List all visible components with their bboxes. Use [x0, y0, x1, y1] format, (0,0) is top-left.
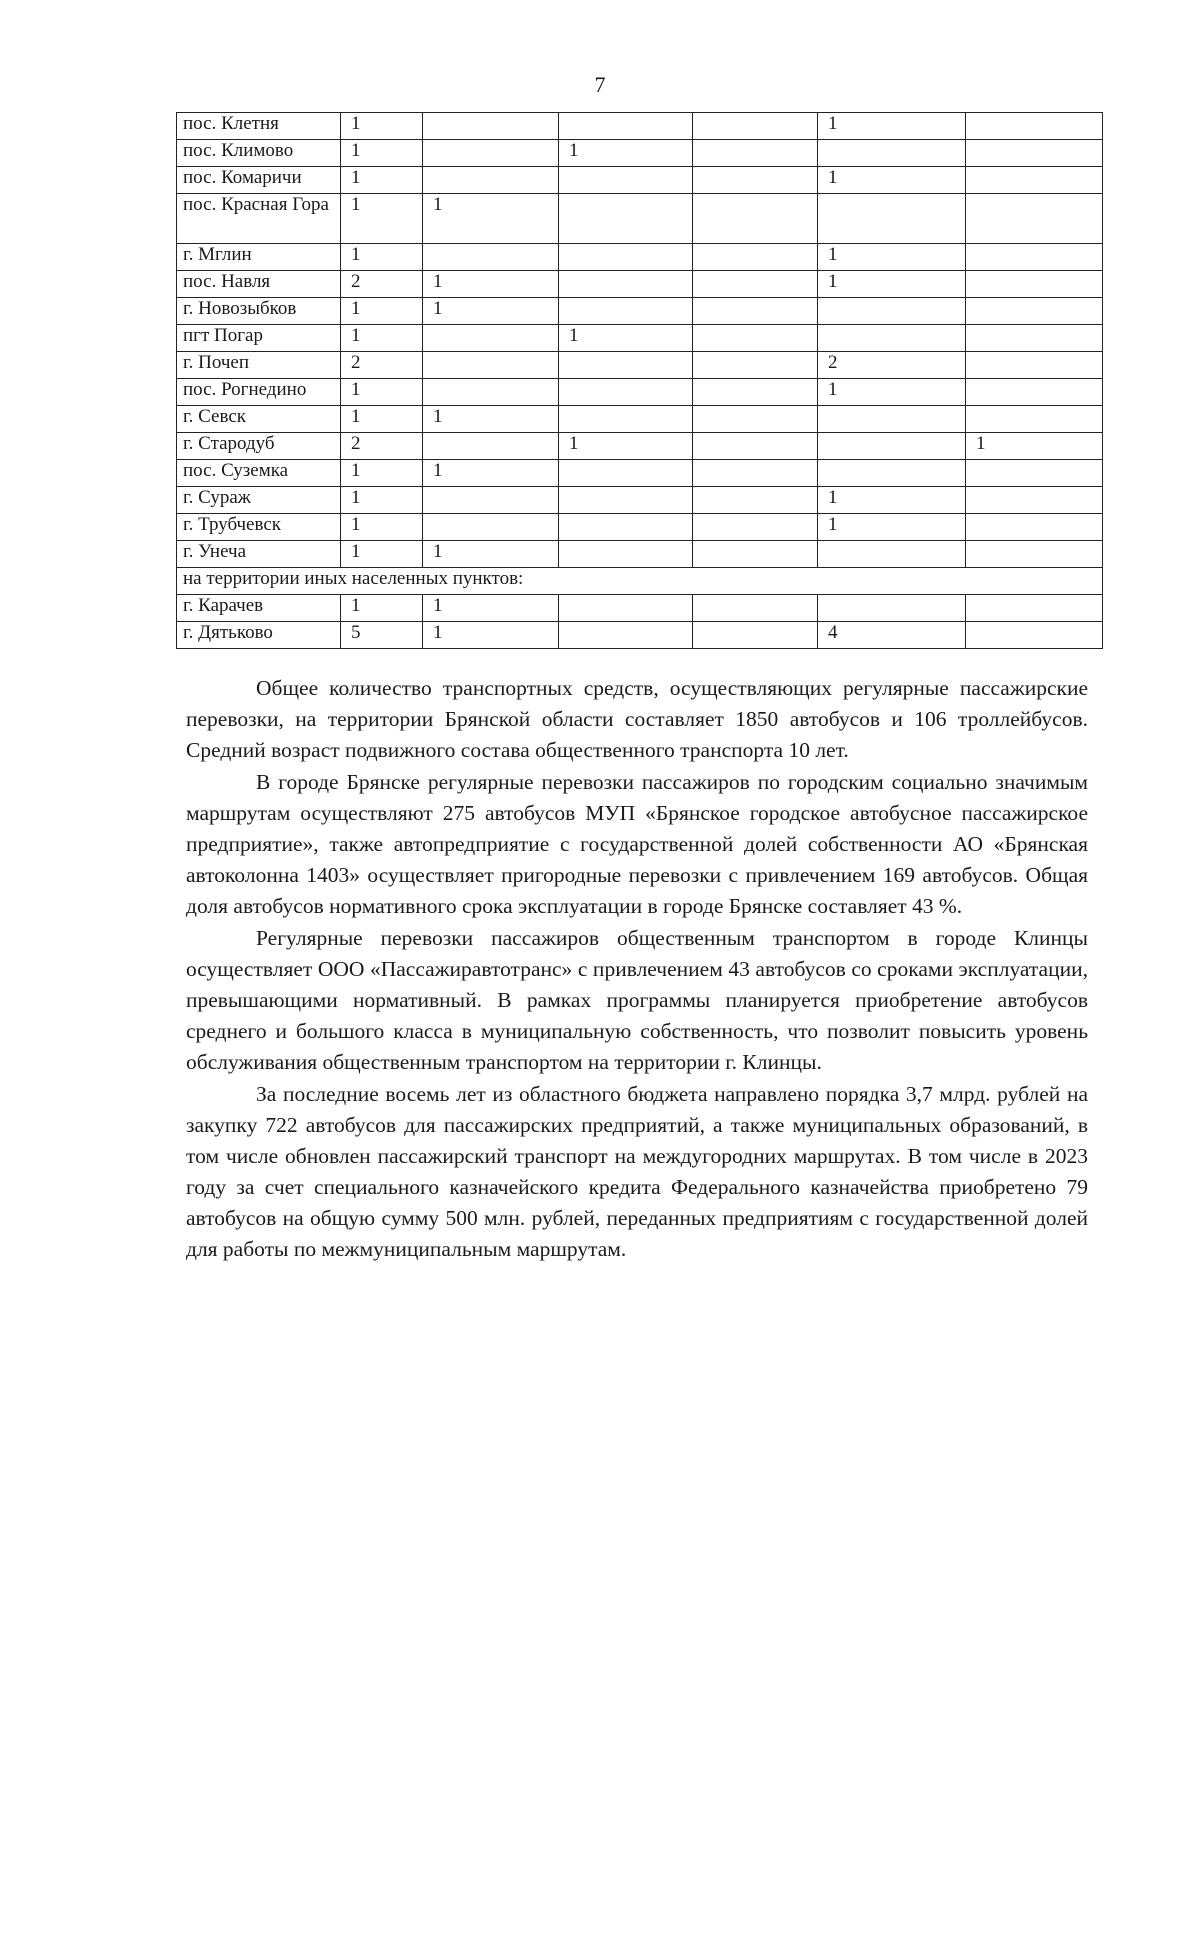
- table-cell: [693, 460, 818, 487]
- table-cell: 1: [423, 298, 559, 325]
- table-cell: 2: [818, 352, 966, 379]
- table-cell: [966, 325, 1103, 352]
- table-cell: [423, 514, 559, 541]
- table-cell: [693, 194, 818, 244]
- row-name: пос. Суземка: [177, 460, 341, 487]
- transport-table: [176, 112, 1103, 649]
- row-name: пос. Красная Гора: [177, 194, 341, 244]
- table-row: [177, 298, 1103, 325]
- table-cell: [693, 433, 818, 460]
- table-cell: [693, 514, 818, 541]
- table-row: [177, 352, 1103, 379]
- table-row: [177, 622, 1103, 649]
- table-cell: 1: [341, 113, 423, 140]
- table-row: [177, 541, 1103, 568]
- table-cell: [423, 167, 559, 194]
- table-cell: [559, 460, 693, 487]
- table-cell: [818, 460, 966, 487]
- table-row: [177, 194, 1103, 244]
- table-cell: 1: [818, 113, 966, 140]
- table-cell: 1: [341, 298, 423, 325]
- table-cell: [818, 406, 966, 433]
- table-cell: [966, 379, 1103, 406]
- table-row: [177, 113, 1103, 140]
- table-cell: 1: [341, 167, 423, 194]
- row-name: г. Стародуб: [177, 433, 341, 460]
- table-row: [177, 595, 1103, 622]
- row-name: г. Сураж: [177, 487, 341, 514]
- table-cell: 1: [341, 140, 423, 167]
- table-row: [177, 460, 1103, 487]
- row-name: г. Карачев: [177, 595, 341, 622]
- table-cell: [559, 487, 693, 514]
- table-row: [177, 487, 1103, 514]
- table-cell: 1: [423, 406, 559, 433]
- table-cell: 1: [559, 325, 693, 352]
- table-cell: [423, 140, 559, 167]
- row-name: пос. Рогнедино: [177, 379, 341, 406]
- table-cell: 1: [341, 541, 423, 568]
- table-cell: 5: [341, 622, 423, 649]
- table-section: [177, 568, 1103, 595]
- table-cell: [818, 433, 966, 460]
- table-cell: [559, 514, 693, 541]
- row-name: пос. Клетня: [177, 113, 341, 140]
- table-cell: [966, 460, 1103, 487]
- table-cell: [818, 541, 966, 568]
- table-row: [177, 406, 1103, 433]
- table-cell: [966, 595, 1103, 622]
- table-row: [177, 167, 1103, 194]
- table-cell: [818, 595, 966, 622]
- table-cell: 1: [423, 622, 559, 649]
- table-cell: [559, 113, 693, 140]
- table-cell: [693, 140, 818, 167]
- table-cell: 1: [559, 433, 693, 460]
- table-cell: 1: [423, 460, 559, 487]
- table-cell: [559, 352, 693, 379]
- table-cell: 1: [341, 514, 423, 541]
- table-cell: [966, 352, 1103, 379]
- page-number: 7: [594, 72, 606, 97]
- table-cell: [559, 622, 693, 649]
- row-name: г. Трубчевск: [177, 514, 341, 541]
- table-cell: [693, 298, 818, 325]
- table-row: [177, 433, 1103, 460]
- table-row: [177, 271, 1103, 298]
- table-cell: 1: [341, 325, 423, 352]
- table-cell: [693, 541, 818, 568]
- table-cell: [966, 622, 1103, 649]
- table-cell: [559, 406, 693, 433]
- table-cell: 4: [818, 622, 966, 649]
- table-cell: [693, 244, 818, 271]
- table-cell: 1: [423, 194, 559, 244]
- table-cell: 1: [818, 271, 966, 298]
- row-name: г. Почеп: [177, 352, 341, 379]
- table-cell: [423, 433, 559, 460]
- table-cell: [559, 298, 693, 325]
- paragraph: За последние восемь лет из областного бюджета направлено порядка 3,7 млрд. рублей на закупку 722 автобусов для пассажирских предприятий, а также муниципальных образований, в том числе обновлен пассажирский транспорт на междугородних маршрутах. В том числе в 2023 году за счет специального казначейского кредита Федерального казначейства приобретено 79 автобусов на общую сумму 500 млн. рублей, переданных предприятиям с государственной долей для работы по межмуниципальным маршрутам.: [186, 1082, 1088, 1261]
- table-cell: [966, 541, 1103, 568]
- table-cell: 1: [818, 514, 966, 541]
- table-cell: [423, 113, 559, 140]
- table-row: [177, 244, 1103, 271]
- table-cell: 1: [341, 244, 423, 271]
- table-cell: 1: [423, 271, 559, 298]
- table-cell: 1: [341, 379, 423, 406]
- row-name: пос. Климово: [177, 140, 341, 167]
- table-cell: 2: [341, 433, 423, 460]
- table-row: [177, 325, 1103, 352]
- row-name: пос. Комаричи: [177, 167, 341, 194]
- body-text: [186, 673, 1088, 1265]
- table-cell: 1: [423, 595, 559, 622]
- table-cell: [818, 194, 966, 244]
- table-cell: [966, 167, 1103, 194]
- table-cell: [559, 244, 693, 271]
- table-cell: [693, 167, 818, 194]
- table-cell: [559, 541, 693, 568]
- table-cell: [818, 140, 966, 167]
- table-body-main: [177, 113, 1103, 568]
- table-cell: [423, 325, 559, 352]
- table-cell: 1: [423, 541, 559, 568]
- table-cell: [693, 487, 818, 514]
- table-cell: [966, 487, 1103, 514]
- table-cell: 1: [559, 140, 693, 167]
- table-cell: [693, 622, 818, 649]
- table-cell: 1: [818, 379, 966, 406]
- table-cell: [559, 167, 693, 194]
- table-cell: [423, 244, 559, 271]
- row-name: г. Мглин: [177, 244, 341, 271]
- table-row: [177, 379, 1103, 406]
- table-cell: [693, 352, 818, 379]
- table-cell: [966, 113, 1103, 140]
- table-cell: [559, 595, 693, 622]
- table-cell: [559, 379, 693, 406]
- table-cell: 1: [818, 244, 966, 271]
- table-cell: [693, 379, 818, 406]
- row-name: пгт Погар: [177, 325, 341, 352]
- row-name: г. Новозыбков: [177, 298, 341, 325]
- table-cell: [818, 325, 966, 352]
- paragraph: В городе Брянске регулярные перевозки пассажиров по городским социально значимым маршрутам осуществляют 275 автобусов МУП «Брянское городское автобусное пассажирское предприятие», также автопредприятие с государственной долей собственности АО «Брянская автоколонна 1403» осуществляет пригородные перевозки с привлечением 169 автобусов. Общая доля автобусов нормативного срока эксплуатации в городе Брянске составляет 43 %.: [186, 770, 1088, 918]
- table-cell: [966, 140, 1103, 167]
- paragraph: Регулярные перевозки пассажиров общественным транспортом в городе Клинцы осуществляет ООО «Пассажиравтотранс» с привлечением 43 автобусов со сроками эксплуатации, превышающими нормативный. В рамках программы планируется приобретение автобусов среднего и большого класса в муниципальную собственность, что позволит повысить уровень обслуживания общественным транспортом на территории г. Клинцы.: [186, 926, 1088, 1074]
- table-cell: 2: [341, 271, 423, 298]
- table-cell: 2: [341, 352, 423, 379]
- table-cell: [966, 194, 1103, 244]
- table-cell: [693, 271, 818, 298]
- table-cell: 1: [341, 460, 423, 487]
- paragraph: Общее количество транспортных средств, осуществляющих регулярные пассажирские перевозки, на территории Брянской области составляет 1850 автобусов и 106 троллейбусов. Средний возраст подвижного состава общественного транспорта 10 лет.: [186, 676, 1088, 762]
- table-cell: 1: [818, 487, 966, 514]
- row-name: г. Унеча: [177, 541, 341, 568]
- table-cell: 1: [341, 194, 423, 244]
- table-cell: [559, 271, 693, 298]
- table-cell: [966, 298, 1103, 325]
- table-cell: [693, 325, 818, 352]
- table-cell: 1: [341, 487, 423, 514]
- table-cell: [693, 595, 818, 622]
- table-cell: 1: [966, 433, 1103, 460]
- table-cell: [966, 271, 1103, 298]
- table-cell: [818, 298, 966, 325]
- table-cell: [423, 352, 559, 379]
- table-cell: 1: [341, 406, 423, 433]
- table-cell: [423, 487, 559, 514]
- table-cell: [559, 194, 693, 244]
- table-cell: [423, 379, 559, 406]
- row-name: г. Дятьково: [177, 622, 341, 649]
- table-cell: [693, 406, 818, 433]
- table-cell: [966, 244, 1103, 271]
- table-row: [177, 140, 1103, 167]
- table-row: [177, 514, 1103, 541]
- table-cell: 1: [341, 595, 423, 622]
- table-cell: [966, 514, 1103, 541]
- row-name: пос. Навля: [177, 271, 341, 298]
- table-cell: 1: [818, 167, 966, 194]
- row-name: г. Севск: [177, 406, 341, 433]
- section-label: на территории иных населенных пунктов:: [177, 568, 1103, 595]
- table-cell: [966, 406, 1103, 433]
- table-cell: [693, 113, 818, 140]
- table-body-other: [177, 595, 1103, 649]
